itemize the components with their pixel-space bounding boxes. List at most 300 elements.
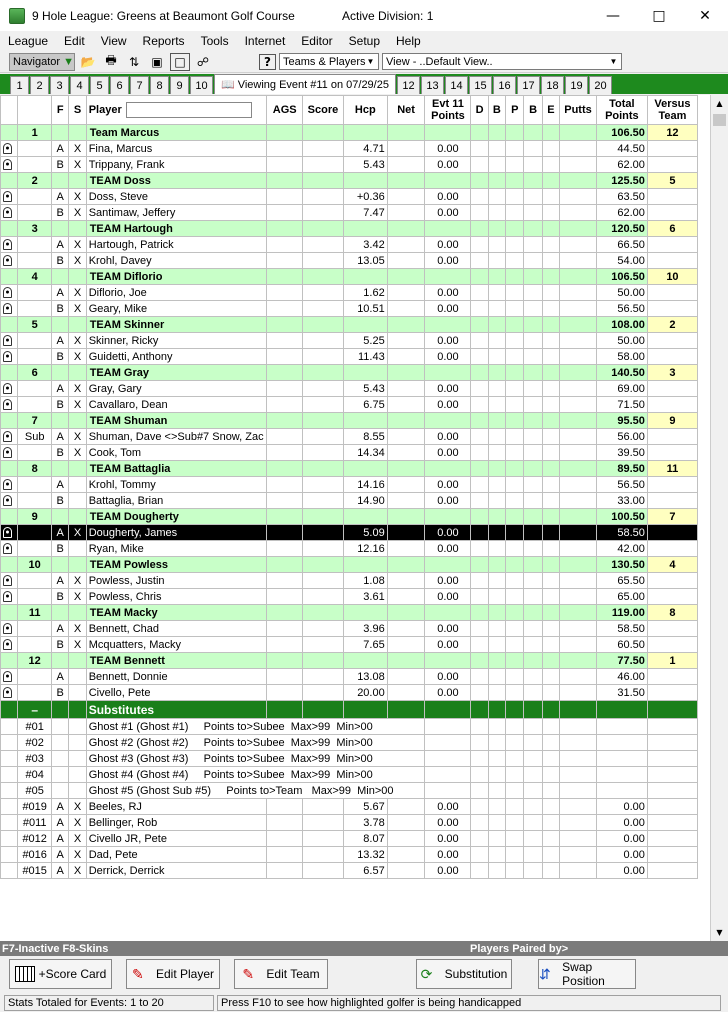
ags-cell[interactable] — [267, 141, 303, 157]
player-search-input[interactable] — [126, 102, 252, 118]
golfer-icon[interactable]: ● — [3, 495, 12, 506]
stat-cell[interactable] — [542, 637, 559, 653]
stat-cell[interactable] — [542, 621, 559, 637]
team-name[interactable]: TEAM Bennett — [86, 653, 267, 669]
player-name[interactable]: Santimaw, Jeffery — [86, 205, 267, 221]
tab-event-3[interactable]: 3 — [50, 76, 69, 94]
b-column-header[interactable]: B — [488, 96, 505, 125]
stat-cell[interactable] — [488, 429, 505, 445]
tab-event-15[interactable]: 15 — [469, 76, 492, 94]
scroll-down-icon[interactable]: ▼ — [716, 928, 723, 937]
stat-cell[interactable] — [542, 237, 559, 253]
stat-cell[interactable] — [524, 493, 542, 509]
stat-cell[interactable] — [506, 333, 524, 349]
golfer-icon[interactable]: ● — [3, 335, 12, 346]
stat-cell[interactable] — [560, 141, 597, 157]
team-row[interactable] — [1, 317, 698, 333]
team-name[interactable]: TEAM Doss — [86, 173, 267, 189]
stat-cell[interactable] — [560, 589, 597, 605]
stat-cell[interactable] — [524, 141, 542, 157]
stat-cell[interactable] — [560, 637, 597, 653]
player-name[interactable]: Doss, Steve — [86, 189, 267, 205]
menu-setup[interactable]: Setup — [348, 34, 380, 48]
stat-cell[interactable] — [542, 493, 559, 509]
score-cell[interactable] — [303, 285, 344, 301]
stat-cell[interactable] — [506, 445, 524, 461]
tab-event-9[interactable]: 9 — [170, 76, 189, 94]
score-cell[interactable] — [303, 141, 344, 157]
player-row[interactable] — [1, 573, 698, 589]
team-row[interactable] — [1, 365, 698, 381]
substitute-row[interactable] — [1, 751, 698, 767]
stat-cell[interactable] — [542, 429, 559, 445]
stat-cell[interactable] — [488, 381, 505, 397]
stat-cell[interactable] — [524, 621, 542, 637]
stat-cell[interactable] — [506, 397, 524, 413]
stat-cell[interactable] — [542, 541, 559, 557]
player-row[interactable] — [1, 285, 698, 301]
stat-cell[interactable] — [506, 253, 524, 269]
golfer-icon[interactable]: ● — [3, 671, 12, 682]
stat-cell[interactable] — [524, 397, 542, 413]
tab-active-event[interactable] — [214, 74, 396, 94]
stat-cell[interactable] — [542, 445, 559, 461]
stat-cell[interactable] — [524, 429, 542, 445]
player-row[interactable] — [1, 189, 698, 205]
stat-cell[interactable] — [471, 381, 488, 397]
stat-cell[interactable] — [560, 621, 597, 637]
golfer-icon-cell[interactable] — [1, 381, 18, 397]
score-cell[interactable] — [303, 477, 344, 493]
score-cell[interactable] — [303, 589, 344, 605]
golfer-icon[interactable]: ● — [3, 639, 12, 650]
golfer-icon-cell[interactable] — [1, 397, 18, 413]
golfer-icon[interactable]: ● — [3, 591, 12, 602]
stat-cell[interactable] — [542, 685, 559, 701]
player-row[interactable] — [1, 253, 698, 269]
stat-cell[interactable] — [560, 429, 597, 445]
golfer-icon[interactable]: ● — [3, 543, 12, 554]
edit-player-button[interactable] — [126, 959, 220, 989]
golfer-icon[interactable]: ● — [3, 527, 12, 538]
stat-cell[interactable] — [524, 237, 542, 253]
stat-cell[interactable] — [524, 573, 542, 589]
golfer-icon-cell[interactable] — [1, 477, 18, 493]
player-name[interactable]: Ryan, Mike — [86, 541, 267, 557]
maximize-button[interactable]: □ — [652, 7, 666, 24]
golfer-icon-cell[interactable] — [1, 445, 18, 461]
player-name[interactable]: Civello, Pete — [86, 685, 267, 701]
tab-event-2[interactable]: 2 — [30, 76, 49, 94]
view-select[interactable] — [382, 53, 622, 70]
tab-event-12[interactable]: 12 — [397, 76, 420, 94]
golfer-icon-cell[interactable] — [1, 573, 18, 589]
team-name[interactable]: TEAM Hartough — [86, 221, 267, 237]
stat-cell[interactable] — [488, 477, 505, 493]
golfer-icon[interactable]: ● — [3, 351, 12, 362]
stat-cell[interactable] — [506, 685, 524, 701]
golfer-icon-cell[interactable] — [1, 301, 18, 317]
sort-icon[interactable]: ⇅ — [128, 54, 140, 69]
golfer-icon[interactable]: ● — [3, 447, 12, 458]
stat-cell[interactable] — [560, 301, 597, 317]
stat-cell[interactable] — [488, 493, 505, 509]
stat-cell[interactable] — [506, 589, 524, 605]
player-name[interactable]: Powless, Chris — [86, 589, 267, 605]
tab-event-7[interactable]: 7 — [130, 76, 149, 94]
substitute-name[interactable]: Ghost #2 (Ghost #2) Points to>Subee Max>99 Min>00 — [86, 735, 425, 751]
score-cell[interactable] — [303, 493, 344, 509]
stat-cell[interactable] — [524, 349, 542, 365]
stat-cell[interactable] — [542, 205, 559, 221]
stat-cell[interactable] — [542, 157, 559, 173]
golfer-icon-cell[interactable] — [1, 141, 18, 157]
stat-cell[interactable] — [471, 477, 488, 493]
menu-tools[interactable]: Tools — [200, 34, 229, 48]
player-column-header[interactable] — [86, 96, 267, 125]
tab-event-20[interactable]: 20 — [589, 76, 612, 94]
golfer-icon-cell[interactable] — [1, 189, 18, 205]
team-row[interactable] — [1, 269, 698, 285]
golfer-icon[interactable]: ● — [3, 143, 12, 154]
player-name[interactable]: Fina, Marcus — [86, 141, 267, 157]
substitute-row[interactable] — [1, 847, 698, 863]
golfer-icon-cell[interactable] — [1, 333, 18, 349]
substitute-name[interactable]: Ghost #4 (Ghost #4) Points to>Subee Max>99 Min>00 — [86, 767, 425, 783]
stat-cell[interactable] — [488, 525, 505, 541]
player-name[interactable]: Cavallaro, Dean — [86, 397, 267, 413]
tab-event-6[interactable]: 6 — [110, 76, 129, 94]
stat-cell[interactable] — [506, 621, 524, 637]
stat-cell[interactable] — [542, 141, 559, 157]
team-name[interactable]: TEAM Dougherty — [86, 509, 267, 525]
stat-cell[interactable] — [471, 333, 488, 349]
team-name[interactable]: TEAM Gray — [86, 365, 267, 381]
stat-cell[interactable] — [542, 253, 559, 269]
golfer-icon-cell[interactable] — [1, 669, 18, 685]
player-name[interactable]: Guidetti, Anthony — [86, 349, 267, 365]
scroll-up-icon[interactable]: ▲ — [716, 99, 723, 108]
f-column-header[interactable]: F — [52, 96, 69, 125]
player-row[interactable] — [1, 669, 698, 685]
substitution-button[interactable] — [416, 959, 512, 989]
stat-cell[interactable] — [471, 189, 488, 205]
golfer-icon-cell[interactable] — [1, 429, 18, 445]
ags-cell[interactable] — [267, 573, 303, 589]
stat-cell[interactable] — [560, 573, 597, 589]
score-cell[interactable] — [303, 573, 344, 589]
edit-team-button[interactable] — [234, 959, 328, 989]
stat-cell[interactable] — [506, 493, 524, 509]
stat-cell[interactable] — [506, 237, 524, 253]
ags-cell[interactable] — [267, 157, 303, 173]
ags-cell[interactable] — [267, 205, 303, 221]
tab-event-4[interactable]: 4 — [70, 76, 89, 94]
ags-cell[interactable] — [267, 445, 303, 461]
player-row[interactable] — [1, 541, 698, 557]
stat-cell[interactable] — [542, 525, 559, 541]
stat-cell[interactable] — [542, 477, 559, 493]
golfer-icon[interactable]: ● — [3, 383, 12, 394]
stat-cell[interactable] — [488, 541, 505, 557]
player-row[interactable] — [1, 333, 698, 349]
golfer-icon-cell[interactable] — [1, 637, 18, 653]
player-row[interactable] — [1, 493, 698, 509]
player-name[interactable]: Trippany, Frank — [86, 157, 267, 173]
team-name[interactable]: TEAM Battaglia — [86, 461, 267, 477]
golfer-icon[interactable]: ● — [3, 239, 12, 250]
close-button[interactable]: ✕ — [699, 7, 711, 24]
stat-cell[interactable] — [560, 541, 597, 557]
substitute-row[interactable] — [1, 735, 698, 751]
stat-cell[interactable] — [488, 301, 505, 317]
stat-cell[interactable] — [542, 349, 559, 365]
golfer-icon-cell[interactable] — [1, 237, 18, 253]
stat-cell[interactable] — [488, 669, 505, 685]
stat-cell[interactable] — [471, 157, 488, 173]
tab-event-13[interactable]: 13 — [421, 76, 444, 94]
substitute-name[interactable]: Beeles, RJ — [86, 799, 267, 815]
player-name[interactable]: Cook, Tom — [86, 445, 267, 461]
stat-cell[interactable] — [542, 285, 559, 301]
stat-cell[interactable] — [488, 637, 505, 653]
score-cell[interactable] — [303, 669, 344, 685]
stat-cell[interactable] — [560, 669, 597, 685]
substitute-row[interactable] — [1, 831, 698, 847]
team-row[interactable] — [1, 413, 698, 429]
putts-column-header[interactable]: Putts — [560, 96, 597, 125]
score-cell[interactable] — [303, 349, 344, 365]
substitute-row[interactable] — [1, 799, 698, 815]
golfer-icon-cell[interactable] — [1, 253, 18, 269]
score-cell[interactable] — [303, 621, 344, 637]
players-grid[interactable] — [0, 95, 710, 941]
score-column-header[interactable]: Score — [303, 96, 344, 125]
stat-cell[interactable] — [506, 157, 524, 173]
team-row[interactable] — [1, 509, 698, 525]
player-row[interactable] — [1, 685, 698, 701]
stat-cell[interactable] — [488, 141, 505, 157]
team-name[interactable]: TEAM Diflorio — [86, 269, 267, 285]
tab-event-16[interactable]: 16 — [493, 76, 516, 94]
ags-cell[interactable] — [267, 685, 303, 701]
stat-cell[interactable] — [542, 333, 559, 349]
evt-points-column-header[interactable] — [425, 96, 471, 125]
stat-cell[interactable] — [560, 253, 597, 269]
player-name[interactable]: Krohl, Tommy — [86, 477, 267, 493]
score-cell[interactable] — [303, 333, 344, 349]
stat-cell[interactable] — [524, 589, 542, 605]
stat-cell[interactable] — [471, 621, 488, 637]
ags-cell[interactable] — [267, 189, 303, 205]
ags-column-header[interactable]: AGS — [267, 96, 303, 125]
stat-cell[interactable] — [506, 477, 524, 493]
p-column-header[interactable]: P — [506, 96, 524, 125]
navigator-button[interactable] — [9, 53, 75, 71]
team-row[interactable] — [1, 221, 698, 237]
stat-cell[interactable] — [471, 541, 488, 557]
tab-event-1[interactable]: 1 — [10, 76, 29, 94]
player-name[interactable]: Geary, Mike — [86, 301, 267, 317]
golfer-icon-cell[interactable] — [1, 205, 18, 221]
ags-cell[interactable] — [267, 429, 303, 445]
score-cell[interactable] — [303, 685, 344, 701]
ags-cell[interactable] — [267, 381, 303, 397]
player-row[interactable] — [1, 205, 698, 221]
stat-cell[interactable] — [506, 141, 524, 157]
golfer-icon[interactable]: ● — [3, 255, 12, 266]
ags-cell[interactable] — [267, 541, 303, 557]
substitute-row[interactable] — [1, 815, 698, 831]
golfer-icon[interactable]: ● — [3, 287, 12, 298]
stat-cell[interactable] — [471, 397, 488, 413]
player-row[interactable] — [1, 429, 698, 445]
d-column-header[interactable]: D — [471, 96, 488, 125]
score-cell[interactable] — [303, 863, 344, 879]
score-cell[interactable] — [303, 799, 344, 815]
golfer-icon[interactable]: ● — [3, 159, 12, 170]
tab-event-8[interactable]: 8 — [150, 76, 169, 94]
player-row[interactable] — [1, 445, 698, 461]
stat-cell[interactable] — [488, 621, 505, 637]
player-name[interactable]: Shuman, Dave <>Sub#7 Snow, Zac — [86, 429, 267, 445]
menu-edit[interactable]: Edit — [64, 34, 85, 48]
ags-cell[interactable] — [267, 589, 303, 605]
score-cell[interactable] — [303, 397, 344, 413]
hcp-column-header[interactable]: Hcp — [343, 96, 387, 125]
team-name[interactable]: TEAM Skinner — [86, 317, 267, 333]
golfer-icon-cell[interactable] — [1, 157, 18, 173]
stat-cell[interactable] — [524, 301, 542, 317]
stat-cell[interactable] — [506, 205, 524, 221]
player-row[interactable] — [1, 589, 698, 605]
stat-cell[interactable] — [524, 477, 542, 493]
golfer-icon[interactable]: ● — [3, 207, 12, 218]
stat-cell[interactable] — [471, 525, 488, 541]
stat-cell[interactable] — [506, 669, 524, 685]
stat-cell[interactable] — [506, 525, 524, 541]
player-row[interactable] — [1, 397, 698, 413]
stat-cell[interactable] — [560, 685, 597, 701]
ags-cell[interactable] — [267, 669, 303, 685]
ags-cell[interactable] — [267, 637, 303, 653]
stat-cell[interactable] — [506, 637, 524, 653]
ags-cell[interactable] — [267, 815, 303, 831]
player-row[interactable] — [1, 637, 698, 653]
player-row[interactable] — [1, 237, 698, 253]
substitute-row[interactable] — [1, 863, 698, 879]
stat-cell[interactable] — [524, 189, 542, 205]
tab-event-17[interactable]: 17 — [517, 76, 540, 94]
team-name[interactable]: Team Marcus — [86, 125, 267, 141]
player-name[interactable]: Mcquatters, Macky — [86, 637, 267, 653]
stat-cell[interactable] — [471, 685, 488, 701]
golfer-icon[interactable]: ● — [3, 191, 12, 202]
stat-cell[interactable] — [471, 573, 488, 589]
stat-cell[interactable] — [560, 189, 597, 205]
stat-cell[interactable] — [471, 493, 488, 509]
stat-cell[interactable] — [471, 141, 488, 157]
golfer-icon-cell[interactable] — [1, 685, 18, 701]
ags-cell[interactable] — [267, 237, 303, 253]
b2-column-header[interactable]: B — [524, 96, 542, 125]
ags-cell[interactable] — [267, 285, 303, 301]
ags-cell[interactable] — [267, 831, 303, 847]
tab-event-19[interactable]: 19 — [565, 76, 588, 94]
binoculars-icon[interactable]: ☍ — [196, 54, 210, 69]
golfer-icon[interactable]: ● — [3, 431, 12, 442]
golfer-icon-cell[interactable] — [1, 285, 18, 301]
team-row[interactable] — [1, 605, 698, 621]
help-icon[interactable]: ? — [259, 54, 276, 70]
stat-cell[interactable] — [524, 157, 542, 173]
stat-cell[interactable] — [471, 445, 488, 461]
stat-cell[interactable] — [506, 349, 524, 365]
stat-cell[interactable] — [542, 589, 559, 605]
golfer-icon[interactable]: ● — [3, 623, 12, 634]
team-row[interactable] — [1, 125, 698, 141]
score-cell[interactable] — [303, 189, 344, 205]
score-cell[interactable] — [303, 847, 344, 863]
substitute-name[interactable]: Ghost #1 (Ghost #1) Points to>Subee Max>99 Min>00 — [86, 719, 425, 735]
golfer-icon[interactable]: ● — [3, 303, 12, 314]
player-name[interactable]: Hartough, Patrick — [86, 237, 267, 253]
golfer-icon-cell[interactable] — [1, 621, 18, 637]
player-name[interactable]: Bennett, Chad — [86, 621, 267, 637]
substitute-name[interactable]: Civello JR, Pete — [86, 831, 267, 847]
stat-cell[interactable] — [524, 541, 542, 557]
substitute-name[interactable]: Derrick, Derrick — [86, 863, 267, 879]
golfer-icon-cell[interactable] — [1, 589, 18, 605]
menu-help[interactable]: Help — [396, 34, 421, 48]
swap-position-button[interactable] — [538, 959, 636, 989]
player-row[interactable] — [1, 477, 698, 493]
stat-cell[interactable] — [524, 669, 542, 685]
tab-event-10[interactable]: 10 — [190, 76, 213, 94]
stat-cell[interactable] — [560, 285, 597, 301]
team-row[interactable] — [1, 653, 698, 669]
score-cell[interactable] — [303, 541, 344, 557]
stat-cell[interactable] — [471, 589, 488, 605]
window-icon[interactable]: □ — [170, 53, 190, 71]
ags-cell[interactable] — [267, 621, 303, 637]
golfer-icon[interactable]: ● — [3, 479, 12, 490]
stat-cell[interactable] — [560, 445, 597, 461]
menu-editor[interactable]: Editor — [301, 34, 333, 48]
stat-cell[interactable] — [488, 685, 505, 701]
stat-cell[interactable] — [488, 253, 505, 269]
stat-cell[interactable] — [542, 397, 559, 413]
golfer-icon-cell[interactable] — [1, 493, 18, 509]
stat-cell[interactable] — [488, 349, 505, 365]
score-cell[interactable] — [303, 253, 344, 269]
score-cell[interactable] — [303, 205, 344, 221]
stat-cell[interactable] — [524, 445, 542, 461]
menu-internet[interactable]: Internet — [244, 34, 286, 48]
player-name[interactable]: Battaglia, Brian — [86, 493, 267, 509]
golfer-icon[interactable]: ● — [3, 575, 12, 586]
print-icon[interactable]: 🖶 — [105, 53, 117, 67]
stat-cell[interactable] — [524, 525, 542, 541]
e-column-header[interactable]: E — [542, 96, 559, 125]
stat-cell[interactable] — [524, 685, 542, 701]
blank-button[interactable] — [216, 53, 256, 71]
stat-cell[interactable] — [488, 333, 505, 349]
player-row[interactable] — [1, 621, 698, 637]
substitute-row[interactable] — [1, 767, 698, 783]
substitutes-header[interactable] — [1, 701, 698, 719]
substitute-name[interactable]: Ghost #3 (Ghost #3) Points to>Subee Max>99 Min>00 — [86, 751, 425, 767]
